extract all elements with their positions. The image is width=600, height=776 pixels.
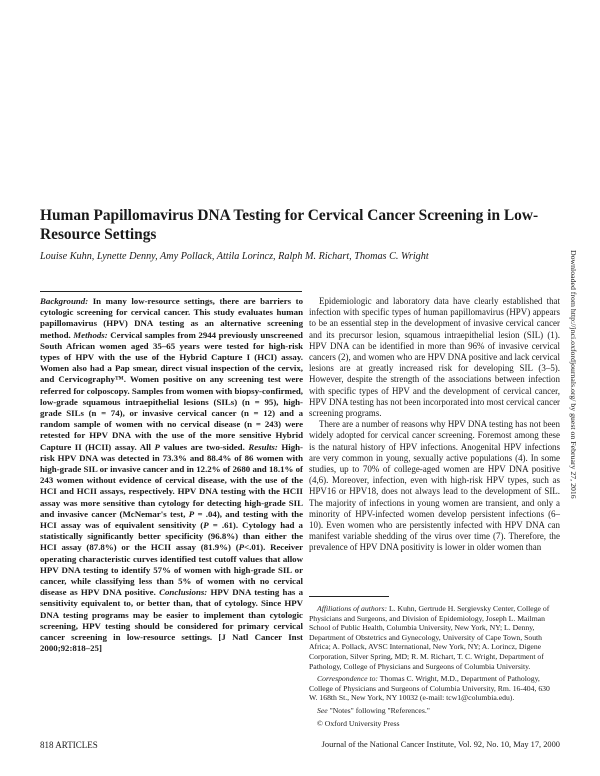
results-text-c: = .61). Cytology had a statistically significantly better specificity (96.8%) than either the HCI assay (87.8%) or the HCII assay (81.9%) (: [40, 520, 303, 553]
p-symbol: P: [203, 520, 209, 531]
results-label: Results:: [248, 441, 278, 452]
correspondence-note: [309, 674, 560, 703]
methods-end-text: values are two-sided.: [163, 441, 245, 452]
results-text: High-risk HPV DNA was detected in 73.3% and 88.4% of 86 women with high-grade SIL or invasive cancer and in 12.2% of 2680 and 18.1% of 243 women without evidence of cervical disease, with the use of the HCI and HCII assays, respectively. HPV DNA testing with the HCII assay was more sensitive than cytology for detecting high-grade SIL and invasive cancer (McNemar's test,: [40, 441, 303, 519]
journal-citation: Journal of the National Cancer Institute, Vol. 92, No. 10, May 17, 2000: [321, 740, 560, 749]
see-text: "Notes" following "References.": [329, 705, 430, 715]
see-label: See: [317, 705, 328, 715]
p-symbol: P: [154, 441, 160, 452]
correspondence-text: Thomas C. Wright, M.D., Department of Pathology, College of Physicians and Surgeons of Columbia University, Rm. 16-404, 630 W. 168th St., New York, NY 10032 (e-mail: tcw1@columbia.edu).: [309, 674, 550, 703]
affiliations-text: L. Kuhn, Gertrude H. Sergievsky Center, College of Physicians and Surgeons, and Division of Epidemiology, Joseph L. Mailman School of Public Health, Columbia University, New York, NY; L. Denny, Department of Obstetrics and Gynecology, University of Cape Town, South Africa; A. Pollack, AVSC International, New York, NY; A. Lorincz, Digene Corporation, Silver Spring, MD; R. M. Richart, T. C. Wright, Department of Pathology, College of Physicians and Surgeons of Columbia University.: [309, 604, 550, 671]
body-paragraph-1: Epidemiologic and laboratory data have clearly established that infection with specific types of human papillomavirus (HPV) appears to be an essential step in the development of invasive cervical cancer and its precursor lesion, squamous intraepithelial lesion (SIL) (1). HPV DNA can be identified in more than 96% of invasive cervical cancers (2), and women who are HPV DNA positive and lack cervical lesions are at greatly increased risk for developing SIL (3–5). However, despite the strength of the associations between infection with specific types of HPV and the development of cervical cancer, HPV DNA testing has not been incorporated into most cervical cancer screening programs.: [309, 296, 561, 419]
download-sidebar: [567, 250, 583, 520]
results-text-d: <.01). Receiver operating characteristic curves identified test cutoff values that allow HPV DNA testing to identify 57% of women with high-grade SIL or cancer, while classifying less than 5% of women with no cervical disease as HPV DNA positive.: [40, 542, 303, 598]
results-text-b: = .04), and testing with the HCI assay was of equivalent sensitivity (: [40, 508, 304, 531]
correspondence-label: Correspondence to:: [317, 674, 378, 684]
body-column: [309, 296, 560, 554]
affiliations-note: [309, 604, 560, 671]
footnote-rule: [309, 596, 389, 597]
copyright: © Oxford University Press: [317, 718, 400, 728]
p-symbol: P: [238, 542, 245, 553]
author-list: Louise Kuhn, Lynette Denny, Amy Pollack, Attila Lorincz, Ralph M. Richart, Thomas C. Wright: [40, 251, 429, 262]
footnotes: [309, 604, 560, 731]
background-label: Background:: [40, 296, 89, 306]
article-title: Human Papillomavirus DNA Testing for Cervical Cancer Screening in Low-Resource Settings: [40, 207, 539, 243]
see-note: [309, 706, 560, 716]
conclusions-label: Conclusions:: [159, 587, 208, 598]
background-text: In many low-resource settings, there are barriers to cytologic screening for cervical cancer. This study evaluates human papillomavirus (HPV) DNA testing as an alternative screening method.: [40, 296, 303, 340]
affiliations-label: Affiliations of authors:: [317, 604, 388, 613]
conclusions-text: HPV DNA testing has a sensitivity equivalent to, or better than, that of cytology. Since HPV DNA testing programs may be easier to implement than cytologic screening, HPV testing should be considered for primary cervical cancer screening in low-resource settings. [J Natl Cancer Inst 2000;92:818–25]: [40, 587, 303, 654]
body-paragraph-2: There are a number of reasons why HPV DNA testing has not been widely adopted for cervical cancer screening. Foremost among these is the natural history of HPV infections. Anogenital HPV infections are very common in young, sexually active populations (4). In some studies, up to 70% of college-aged women are HPV DNA positive (4,6). Moreover, infection, even with high-risk HPV types, such as HPV16 or HPV18, does not always lead to the development of SIL. The majority of infections in young women are transient, and only a minority of HPV-infected women develop persistent infections (6–10). Even women who are persistently infected with HPV DNA can manifest variable shedding of the virus over time (7). Therefore, the prevalence of HPV DNA positivity is lower in older women than: [309, 419, 560, 553]
download-notice: Downloaded from http://jnci.oxfordjournals.org/ by guest on February 27, 2016: [569, 250, 578, 499]
abstract: [40, 296, 303, 655]
p-symbol: P: [188, 508, 195, 519]
page-number-section: 818 ARTICLES: [40, 740, 98, 750]
abstract-top-rule: [40, 291, 302, 292]
methods-text: Cervical samples from 2944 previously unscreened South African women aged 35–65 years were tested for high-risk types of HPV with the use of the Hybrid Capture I (HCI) assay. Women also had a Pap smear, direct visual inspection of the cervix, and Cervicography™. Women positive on any screening test were referred for colposcopy. Samples from women with biopsy-confirmed, low-grade squamous intraepithelial lesions (SILs) (n = 95), high-grade SILs (n = 74), or invasive cervical cancer (n = 12) and a random sample of women with no cervical disease (n = 243) were retested for HPV DNA with the use of the more sensitive Hybrid Capture II (HCII) assay. All: [40, 329, 303, 452]
methods-label: Methods:: [73, 329, 108, 340]
